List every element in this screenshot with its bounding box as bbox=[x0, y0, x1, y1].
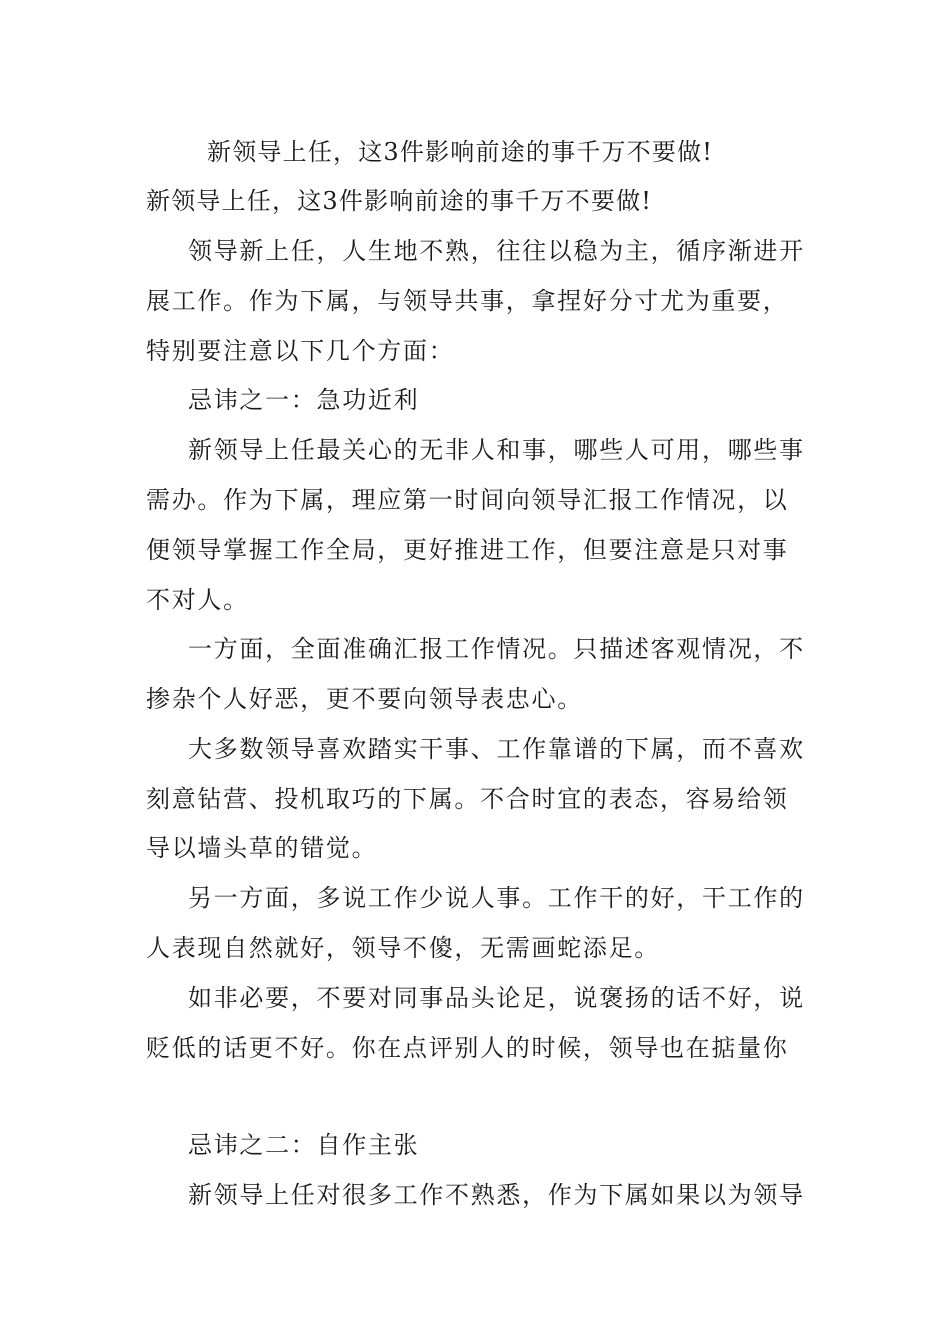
document-title: 新领导上任，这3件影响前途的事千万不要做! bbox=[207, 138, 714, 166]
paragraph-line: 一方面，全面准确汇报工作情况。只描述客观情况，不 bbox=[188, 635, 805, 663]
paragraph-line: 不对人。 bbox=[146, 586, 249, 614]
paragraph-line: 掺杂个人好恶，更不要向领导表忠心。 bbox=[146, 685, 583, 713]
paragraph-line: 导以墙头草的错觉。 bbox=[146, 834, 378, 862]
paragraph-line: 贬低的话更不好。你在点评别人的时候，领导也在掂量你 bbox=[146, 1034, 789, 1062]
section-heading: 忌讳之一：急功近利 bbox=[188, 386, 420, 414]
paragraph-line: 展工作。作为下属，与领导共事，拿捏好分寸尤为重要， bbox=[146, 287, 789, 315]
paragraph-line: 便领导掌握工作全局，更好推进工作，但要注意是只对事 bbox=[146, 536, 789, 564]
paragraph-line: 需办。作为下属，理应第一时间向领导汇报工作情况，以 bbox=[146, 486, 789, 514]
paragraph-line: 刻意钻营、投机取巧的下属。不合时宜的表态，容易给领 bbox=[146, 785, 789, 813]
section-heading: 忌讳之二：自作主张 bbox=[188, 1131, 420, 1159]
document-subtitle: 新领导上任，这3件影响前途的事千万不要做! bbox=[146, 187, 653, 215]
paragraph-line: 领导新上任，人生地不熟，往往以稳为主，循序渐进开 bbox=[188, 237, 805, 265]
paragraph-line: 人表现自然就好，领导不傻，无需画蛇添足。 bbox=[146, 934, 660, 962]
paragraph-line: 另一方面，多说工作少说人事。工作干的好，干工作的 bbox=[188, 884, 805, 912]
paragraph-line: 新领导上任对很多工作不熟悉，作为下属如果以为领导 bbox=[188, 1181, 805, 1209]
paragraph-line: 如非必要，不要对同事品头论足，说褒扬的话不好，说 bbox=[188, 984, 805, 1012]
paragraph-line: 特别要注意以下几个方面： bbox=[146, 337, 455, 365]
paragraph-line: 新领导上任最关心的无非人和事，哪些人可用，哪些事 bbox=[188, 436, 805, 464]
paragraph-line: 大多数领导喜欢踏实干事、工作靠谱的下属，而不喜欢 bbox=[188, 735, 805, 763]
